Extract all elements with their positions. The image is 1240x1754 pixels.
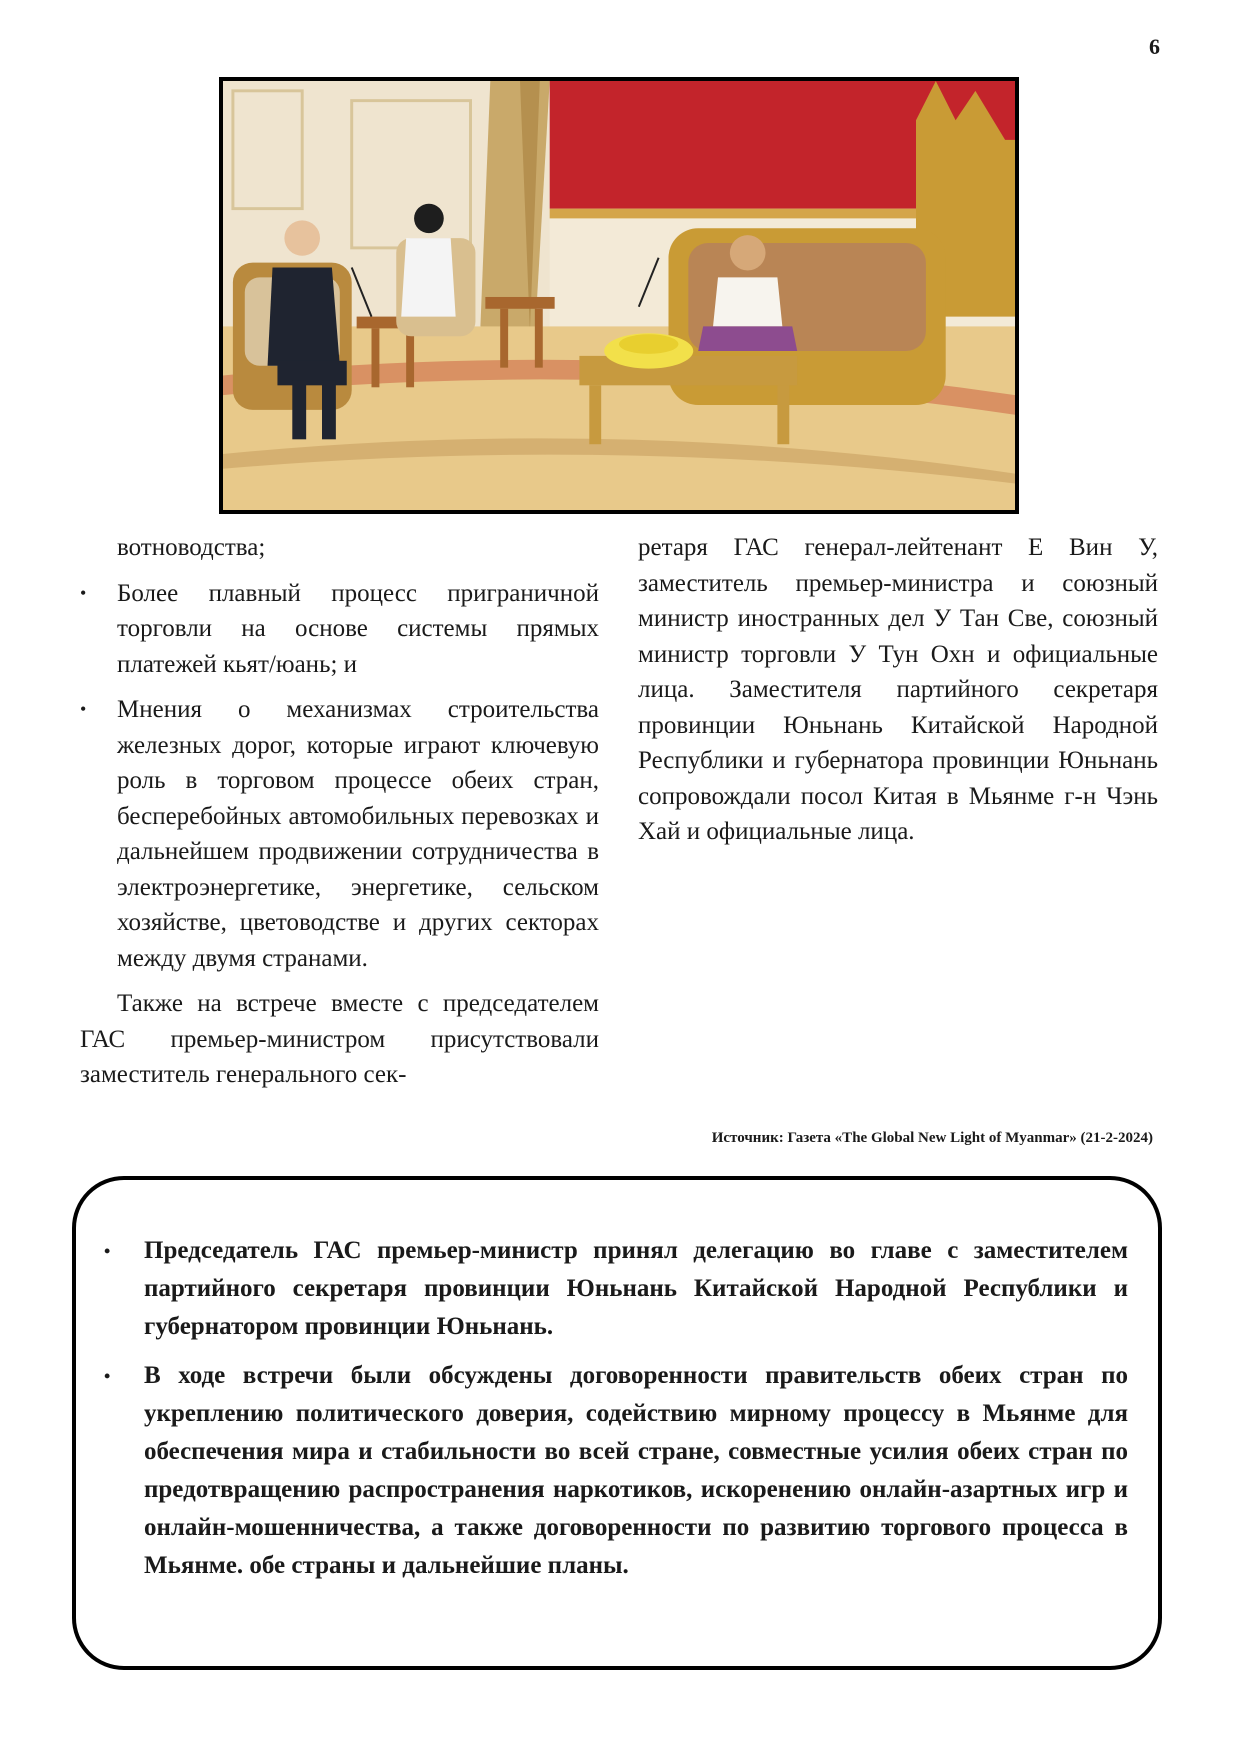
body-paragraph: Также на встрече вместе с председателем ГАС премьер-министром присутствовали заместитель генерального сек- [80, 990, 599, 1088]
bullet-icon: • [80, 582, 87, 603]
list-item: • В ходе встречи были обсуждены договоренности правительств обеих стран по укреплению политического доверия, содействию мирному процессу в Мьянме для обеспечения мира и стабильности во всей стране, совместные усилия обеих стран по предотвращению распространения наркотиков, искоренению онлайн-азартных игр и онлайн-мошенничества, а также договоренности по развитию торгового процесса в Мьянме. обе страны и дальнейшие планы. [104, 1357, 1128, 1585]
right-column [638, 530, 1158, 850]
page-number: 6 [1149, 34, 1160, 59]
meeting-photo [219, 77, 1019, 514]
summary-list [104, 1232, 1128, 1585]
continued-text: вотноводства; [117, 534, 266, 561]
bullet-list [80, 576, 599, 977]
list-item: • Более плавный процесс приграничной торговли на основе системы прямых платежей кьят/юань; и [80, 576, 599, 683]
summary-box [72, 1176, 1162, 1670]
source-citation: Источник: Газета «The Global New Light of Myanmar» (21-2-2024) [711, 1130, 1153, 1146]
list-item: • Мнения о механизмах строительства железных дорог, которые играют ключевую роль в торговом процессе обеих стран, бесперебойных автомобильных перевозках и дальнейшем продвижении сотрудничества в электроэнергетике, энергетике, сельском хозяйстве, цветоводстве и других секторах между двумя странами. [80, 692, 599, 976]
list-item: • Председатель ГАС премьер-министр принял делегацию во главе с заместителем партийного секретаря провинции Юньнань Китайской Народной Республики и губернатором провинции Юньнань. [104, 1232, 1128, 1346]
left-column [80, 530, 599, 1093]
bullet-icon: • [104, 1366, 111, 1386]
meeting-photo-illustration [223, 81, 1015, 510]
body-paragraph: ретаря ГАС генерал-лейтенант Е Вин У, заместитель премьер-министра и союзный министр иностранных дел У Тан Све, союзный министр торговли У Тун Охн и официальные лица. Заместителя партийного секретаря провинции Юньнань Китайской Народной Республики и губернатора провинции Юньнань сопровождали посол Китая в Мьянме г-н Чэнь Хай и официальные лица. [638, 534, 1158, 845]
bullet-icon: • [80, 699, 87, 719]
bullet-icon: • [104, 1241, 111, 1261]
